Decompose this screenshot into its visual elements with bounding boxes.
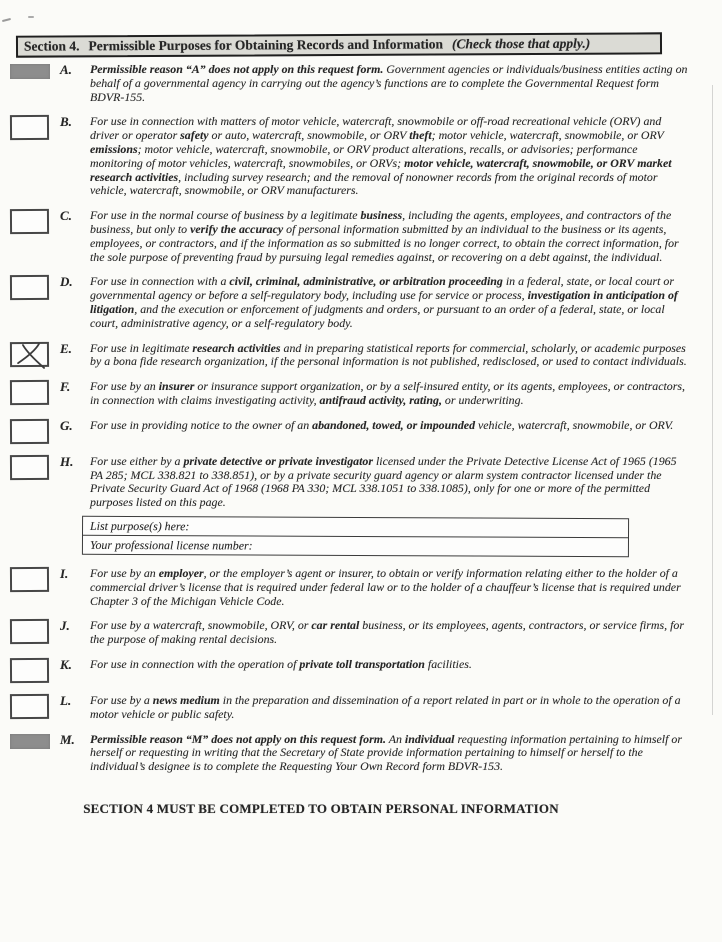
item-text: For use in connection with the operation of private toll transportation facilities.: [90, 656, 472, 671]
checkbox-c[interactable]: [10, 209, 49, 234]
checkbox-h[interactable]: [10, 455, 49, 480]
checkbox-cell: [10, 209, 60, 234]
scan-artifact: [2, 18, 11, 22]
section-title: Permissible Purposes for Obtaining Records and Information: [88, 36, 444, 54]
checkbox-g[interactable]: [10, 419, 49, 444]
checkbox-cell: [10, 567, 60, 592]
checkbox-cell: [10, 619, 60, 644]
checkbox-cell: [10, 733, 60, 749]
item-letter: G.: [60, 417, 73, 433]
checkbox-b[interactable]: [10, 115, 49, 140]
field-label: List purpose(s) here:: [90, 518, 190, 534]
checkbox-cell: [10, 115, 60, 140]
checkbox-cell: [10, 63, 60, 79]
item-text: For use in the normal course of business by a legitimate business, including the agents, employees, and contractors of the business, but only to verify the accuracy of personal information submitted by an individual to the business or its agents, employees, or contractors, and if the information as so submitted is no longer correct, to obtain the correct information, for the sole purpose of preventing fraud by pursuing legal remedies against, or recovering on a debt against, the individual.: [90, 208, 679, 264]
section-number: Section 4.: [23, 38, 80, 54]
item-letter: C.: [60, 208, 72, 224]
form-item-j: [10, 619, 712, 647]
form-item-g: [10, 419, 712, 444]
item-letter: F.: [60, 379, 71, 395]
item-letter: E.: [60, 340, 72, 356]
form-item-f: [10, 380, 712, 408]
form-item-m: [10, 733, 712, 774]
checkbox-cell: [10, 694, 60, 719]
item-text: For use by a news medium in the preparation and dissemination of a report related in part or in whole to the operation of a motor vehicle or public safety.: [90, 692, 681, 721]
item-letter: D.: [60, 274, 73, 290]
form-item-b: [10, 115, 712, 198]
checkbox-cell: [10, 380, 60, 405]
item-letter: L.: [60, 692, 72, 708]
checkbox-l[interactable]: [10, 694, 49, 719]
item-text: For use by an employer, or the employer’s agent or insurer, to obtain or verify information relating either to the holder of a commercial driver’s license that is required under federal law or to the holder of a chauffeur’s license that is required under Chapter 3 of the Michigan Vehicle Code.: [90, 565, 681, 608]
checkbox-d[interactable]: [10, 275, 49, 300]
checkbox-i[interactable]: [10, 567, 49, 592]
license-number-field[interactable]: [83, 535, 628, 556]
field-label: Your professional license number:: [89, 537, 253, 553]
item-text: For use by a watercraft, snowmobile, ORV, or car rental business, or its employees, agents, contractors, or service firms, for the purpose of making rental decisions.: [90, 618, 684, 647]
item-text: For use in providing notice to the owner of an abandoned, towed, or impounded vehicle, watercraft, snowmobile, or ORV.: [90, 417, 674, 432]
item-letter: B.: [60, 114, 72, 130]
form-item-c: [10, 209, 712, 264]
item-text: Permissible reason “A” does not apply on this request form. Government agencies or individuals/business entities acting on behalf of a governmental agency in carrying out the agency’s functions are to complete the Governmental Request form BDVR-155.: [90, 62, 688, 104]
checkbox-cell: [10, 419, 60, 444]
checkbox-m: [10, 734, 50, 749]
x-mark-icon: [10, 340, 53, 372]
scan-artifact: [28, 16, 34, 18]
form-item-l: [10, 694, 712, 722]
checkbox-a: [10, 64, 50, 79]
checkbox-cell: [10, 342, 60, 367]
item-text: Permissible reason “M” does not apply on this request form. An individual requesting information pertaining to himself or herself or requesting in writing that the Secretary of State provide information pertaining to himself or herself to the individual’s designee is to complete the Requesting Your Own Record form BDVR-153.: [90, 731, 682, 774]
form-item-i: [10, 567, 712, 608]
checkbox-cell: [10, 455, 60, 480]
item-text: For use in connection with matters of motor vehicle, watercraft, snowmobile or off-road recreational vehicle (ORV) and driver or operator safety or auto, watercraft, snowmobile, or ORV theft; motor vehicle, watercraft, snowmobile, or ORV emissions; motor vehicle, watercraft, snowmobile, or ORV product alterations, recalls, or advisories; performance monitoring of motor vehicles, watercraft, snowmobiles, or ORVs; motor vehicle, watercraft, snowmobile, or ORV market research activities, including survey research; and the removal of nonowner records from the original records of motor vehicle, watercraft, snowmobile, or ORV manufacturers.: [90, 114, 672, 198]
item-letter: A.: [60, 62, 72, 77]
checkbox-k[interactable]: [10, 658, 49, 683]
form-item-d: [10, 275, 712, 330]
scan-edge-line: [712, 85, 713, 715]
item-text: For use either by a private detective or private investigator licensed under the Private Detective License Act of 1965 (1965 PA 285; MCL 338.821 to 338.851), or by a private security guard agency or alarm system contractor licensed under the Private Security Guard Act of 1968 (1968 PA 330; MCL 338.1051 to 338.1085), only for one or more of the permitted purposes listed on this page. List purpose(s) here: Your professional license number:: [90, 455, 692, 556]
checkbox-cell: [10, 658, 60, 683]
items-list: [10, 63, 712, 785]
item-letter: J.: [60, 618, 70, 634]
form-item-a: [10, 63, 712, 104]
item-letter: M.: [60, 731, 75, 747]
item-text: For use in connection with a civil, criminal, administrative, or arbitration proceeding in a federal, state, or local court or governmental agency or before a self-regulatory body, including use for service or process, investigation in anticipation of litigation, and the execution or enforcement of judgments and orders, or pursuant to an order of a federal, state, or local court, administrative agency, or a self-regulatory body.: [90, 274, 678, 330]
item-text: For use in legitimate research activities and in preparing statistical reports for commercial, scholarly, or academic purposes by a bona fide research organization, if the personal information is not published, redisclosed, or used to contact individuals.: [90, 340, 687, 369]
form-item-k: [10, 658, 712, 683]
checkbox-j[interactable]: [10, 619, 49, 644]
item-text: For use by an insurer or insurance support organization, or by a self-insured entity, or its agents, employees, or contractors, in connection with claims investigating activity, antifraud activity, rating, or underwriting.: [90, 379, 685, 407]
item-letter: H.: [60, 453, 74, 469]
section-4-header: [16, 32, 662, 57]
form-item-e: [10, 342, 712, 370]
item-letter: K.: [60, 656, 72, 672]
checkbox-f[interactable]: [10, 380, 49, 405]
checkbox-cell: [10, 275, 60, 300]
section-instruction: (Check those that apply.): [451, 35, 591, 52]
checkbox-e[interactable]: [10, 341, 49, 366]
list-purposes-field[interactable]: [83, 517, 628, 537]
form-item-h: [10, 455, 712, 556]
license-purpose-table: [82, 516, 629, 557]
item-letter: I.: [60, 565, 69, 581]
section4-required-note: SECTION 4 MUST BE COMPLETED TO OBTAIN PERSONAL INFORMATION: [83, 801, 559, 816]
